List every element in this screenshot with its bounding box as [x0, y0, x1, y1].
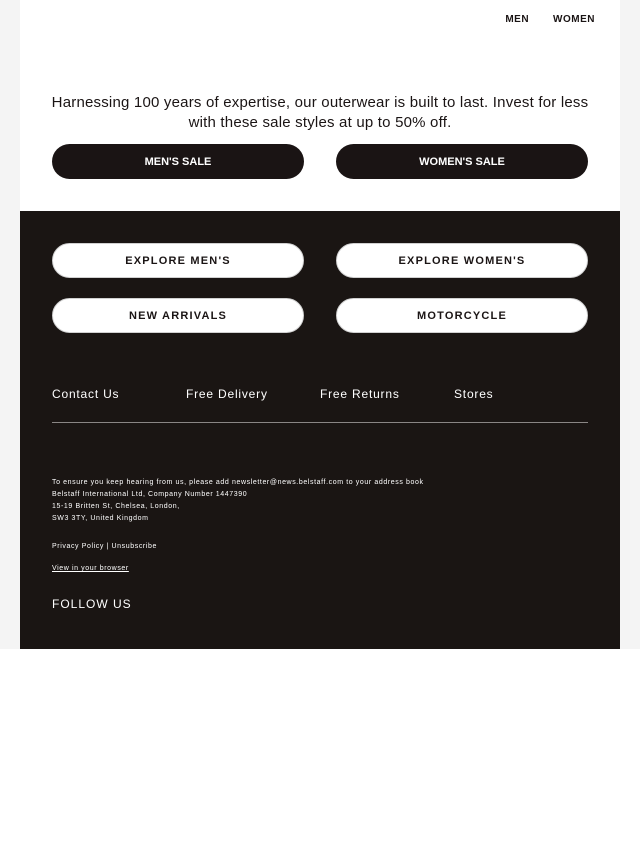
footer-section: [20, 211, 620, 649]
nav-men-link[interactable]: MEN: [505, 14, 530, 25]
legal-line: SW3 3TY, United Kingdom: [52, 515, 149, 522]
email-container: [20, 0, 620, 649]
stores-link[interactable]: Stores: [454, 387, 494, 401]
explore-mens-button[interactable]: EXPLORE MEN'S: [52, 243, 304, 278]
intro-text: Harnessing 100 years of expertise, our outerwear is built to last. Invest for less with these sale styles at up to 50% off.: [51, 94, 589, 131]
free-delivery-link[interactable]: Free Delivery: [186, 387, 268, 401]
follow-us-heading: FOLLOW US: [52, 597, 132, 611]
motorcycle-button[interactable]: MOTORCYCLE: [336, 298, 588, 333]
explore-row-2: [52, 298, 588, 333]
explore-womens-button[interactable]: EXPLORE WOMEN'S: [336, 243, 588, 278]
mens-sale-button[interactable]: MEN'S SALE: [52, 144, 304, 179]
footer-links: [52, 387, 588, 423]
nav-women-link[interactable]: WOMEN: [553, 14, 595, 25]
contact-us-link[interactable]: Contact Us: [52, 387, 120, 401]
legal-line: 15-19 Britten St, Chelsea, London,: [52, 503, 180, 510]
legal-line: To ensure you keep hearing from us, please add newsletter@news.belstaff.com to your address book: [52, 479, 424, 486]
free-returns-link[interactable]: Free Returns: [320, 387, 400, 401]
top-nav: [505, 14, 595, 25]
link-separator: |: [103, 543, 112, 550]
new-arrivals-button[interactable]: NEW ARRIVALS: [52, 298, 304, 333]
sale-buttons: [52, 144, 588, 179]
explore-row-1: [52, 243, 588, 278]
header-section: [20, 0, 620, 211]
view-in-browser-link[interactable]: View in your browser: [52, 565, 129, 572]
policy-links: [52, 543, 157, 550]
legal-text: [52, 477, 424, 525]
unsubscribe-link[interactable]: Unsubscribe: [111, 543, 157, 550]
legal-line: Belstaff International Ltd, Company Number 1447390: [52, 491, 248, 498]
womens-sale-button[interactable]: WOMEN'S SALE: [336, 144, 588, 179]
privacy-policy-link[interactable]: Privacy Policy: [52, 543, 104, 550]
view-in-browser: [52, 565, 129, 572]
